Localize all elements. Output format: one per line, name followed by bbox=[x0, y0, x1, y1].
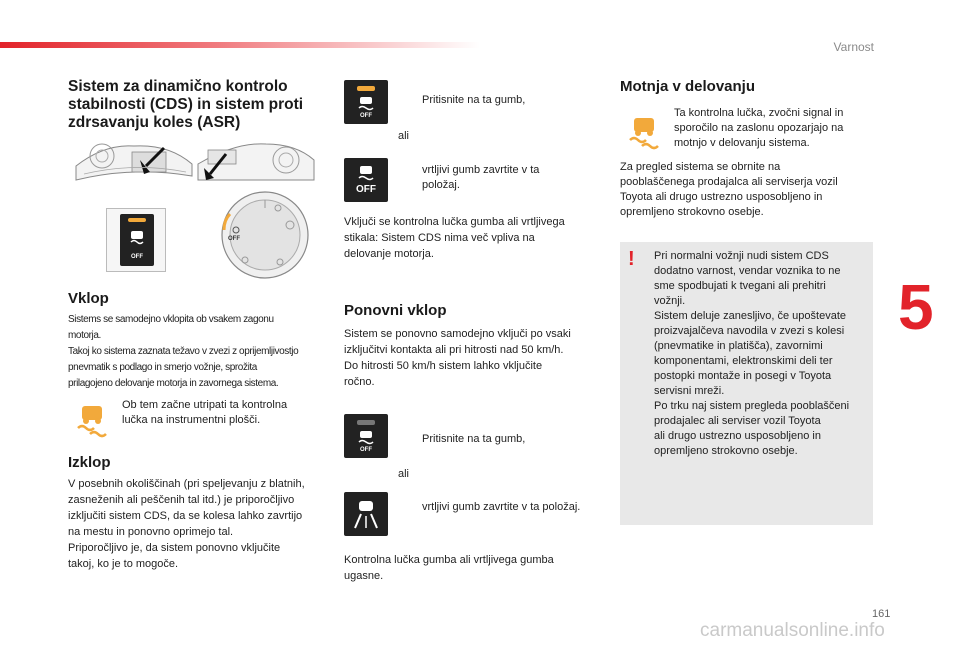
svg-text:OFF: OFF bbox=[228, 236, 240, 242]
page-title: Sistem za dinamično kontrolo stabilnosti (CDS) in sistem proti zdrsavanju koles (ASR) bbox=[68, 78, 304, 131]
step-turn-dial: vrtljivi gumb zavrtite v ta položaj. bbox=[422, 164, 540, 191]
reactivation-result-text: Kontrolna lučka gumba ali vrtljivega gumba ugasne. bbox=[344, 554, 554, 582]
skid-warning-icon bbox=[74, 402, 110, 438]
step-press-button-2: Pritisnite na ta gumb, bbox=[422, 433, 526, 445]
header-accent-bar bbox=[0, 42, 480, 48]
izklop-text: V posebnih okoliščinah (pri speljevanju z blatnih, zasneženih ali peščenih tal itd.) je priporočljivo izključiti sistem CDS, da se kolesa lahko zavrtijo na mestu in ponovno oprimejo tal. Priporočljivo je, da sistem ponovno vključite takoj, ko je to mogoče. bbox=[68, 478, 305, 570]
malfunction-heading: Motnja v delovanju bbox=[620, 78, 756, 95]
safety-note-text: Pri normalni vožnji nudi sistem CDS dodatno varnost, vendar voznika to ne sme spodbujati k tvegani ali prehitri vožnji. Sistem deluje zanesljivo, če upoštevate proizvajalčeva navodila v zvezi s kolesi (pnevmatike in platišča), zavornimi komponentami, elektronskimi deli ter postopki montaže in posegi v Toyota servisni mreži. Po trku naj sistem pregleda pooblaščeni prodajalec ali serviser vozil Toyota ali drugo ustrezno usposobljeno in opremljeno strokovno osebje. bbox=[654, 250, 850, 457]
malfunction-indicator-text: Ta kontrolna lučka, zvočni signal in sporočilo na zaslonu opozarjajo na motnjo v delovanju sistema. bbox=[674, 107, 844, 149]
deactivation-result-text: Vključi se kontrolna lučka gumba ali vrtljivega stikala: Sistem CDS nima več vpliva na delovanje motorja. bbox=[344, 216, 565, 260]
ponovni-vklop-heading: Ponovni vklop bbox=[344, 302, 447, 319]
normal-mode-dial-icon bbox=[344, 492, 388, 536]
vklop-heading: Vklop bbox=[68, 290, 109, 307]
malfunction-service-text: Za pregled sistema se obrnite na pooblaščenega prodajalca ali serviserja vozil Toyota ali drugo ustrezno usposobljeno in opremljeno strokovno osebje. bbox=[620, 161, 838, 218]
road-car-icon bbox=[351, 498, 381, 530]
section-name: Varnost bbox=[833, 40, 874, 54]
off-button-inactive-icon: OFF bbox=[344, 414, 388, 458]
cds-off-button-image: OFF bbox=[106, 208, 166, 272]
rotary-knob-image bbox=[220, 190, 310, 280]
or-label: ali bbox=[398, 130, 410, 142]
off-button-icon: OFF bbox=[344, 80, 388, 124]
dashboard-left-illustration bbox=[74, 136, 194, 190]
watermark: carmanualsonline.info bbox=[700, 620, 885, 641]
ponovni-vklop-text: Sistem se ponovno samodejno vključi po vsaki izključitvi kontakta ali pri hitrosti nad 50 km/h. Do hitrosti 50 km/h sistem lahko vključite ročno. bbox=[344, 328, 571, 388]
skid-car-icon bbox=[357, 96, 375, 112]
vklop-indicator-text: Ob tem začne utripati ta kontrolna lučka na instrumentni plošči. bbox=[122, 399, 288, 426]
chapter-number: 5 bbox=[898, 271, 934, 343]
izklop-heading: Izklop bbox=[68, 454, 111, 471]
skid-car-icon bbox=[128, 228, 146, 246]
skid-car-icon bbox=[357, 430, 375, 446]
skid-car-icon bbox=[357, 164, 375, 182]
vklop-text: Sistems se samodejno vklopita ob vsakem zagonu motorja. Takoj ko sistema zaznata težavo v zvezi z oprijemljivostjo pnevmatik s podlago in smerjo vožnje, sprožita prilagojeno delovanje motorja in zavornega sistema. bbox=[68, 314, 299, 389]
step-press-button: Pritisnite na ta gumb, bbox=[422, 94, 526, 106]
or-label-2: ali bbox=[398, 468, 410, 480]
warning-icon: ! bbox=[628, 248, 635, 270]
dashboard-right-illustration bbox=[196, 136, 316, 190]
step-turn-dial-2: vrtljivi gumb zavrtite v ta položaj. bbox=[422, 501, 581, 513]
off-dial-icon: OFF bbox=[344, 158, 388, 202]
page-number: 161 bbox=[872, 608, 891, 620]
skid-warning-icon bbox=[626, 114, 662, 150]
